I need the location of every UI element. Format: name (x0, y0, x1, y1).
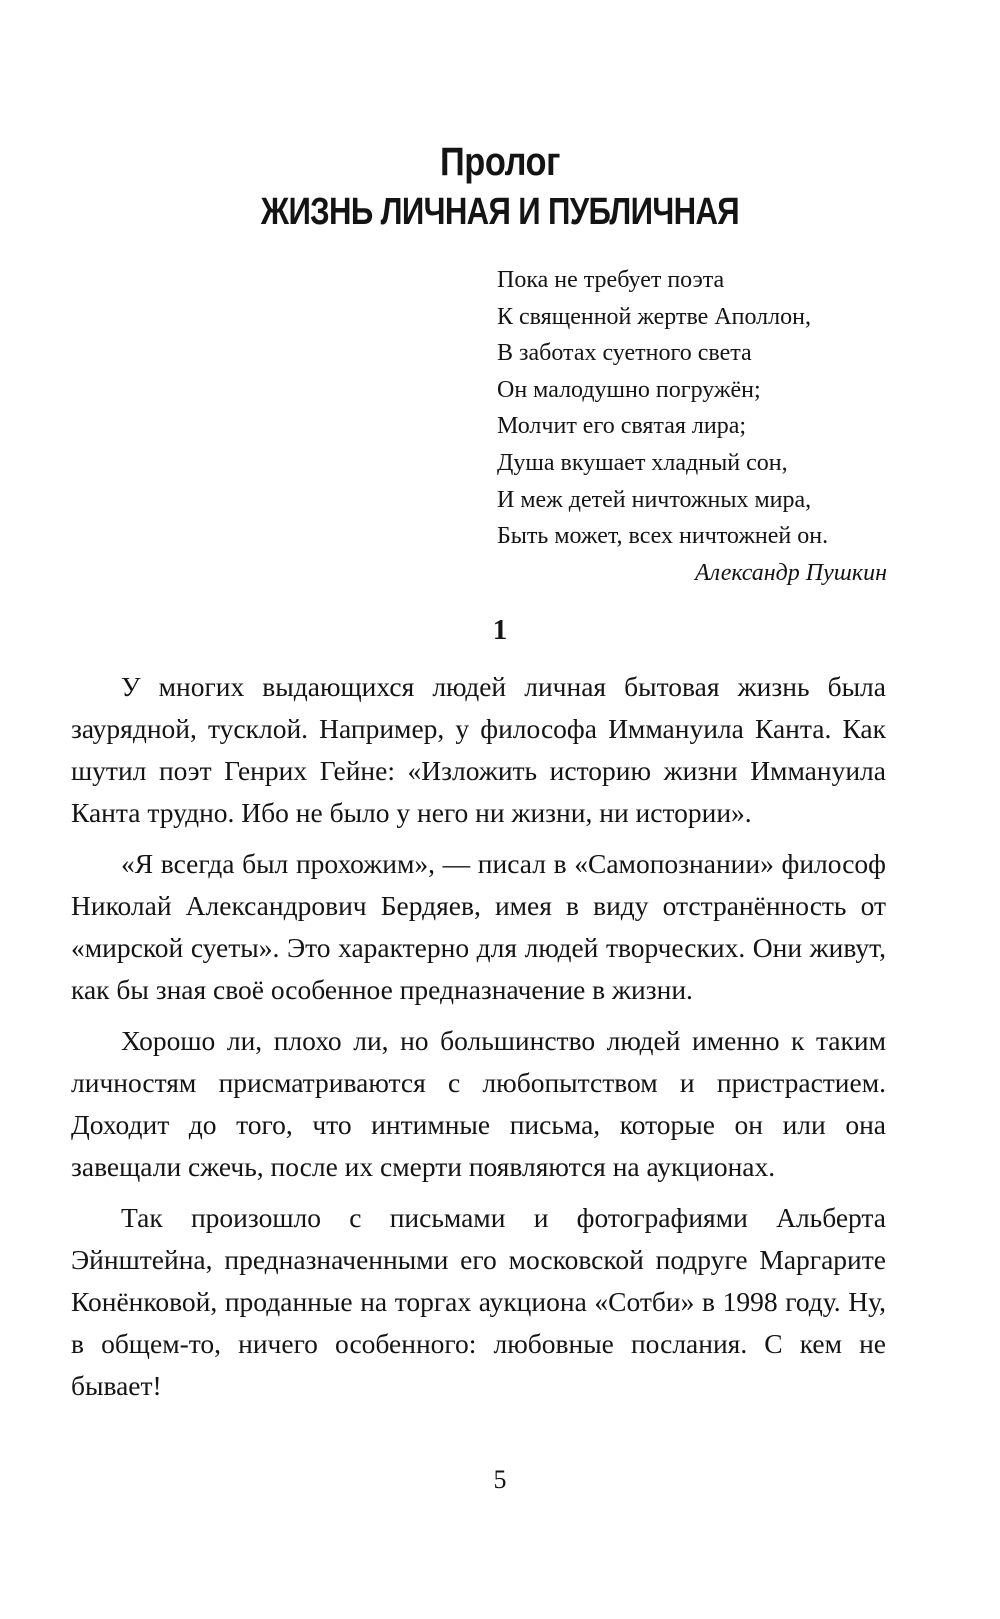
epigraph-line: Быть может, всех ничтожней он. (497, 523, 829, 550)
body-text (71, 666, 886, 1416)
epigraph-line: Душа вкушает хладный сон, (497, 449, 788, 476)
epigraph-line: Он малодушно погружён; (497, 376, 761, 403)
paragraph: Хорошо ли, плохо ли, но большинство людей именно к таким личностям присматриваются с любопытством и пристрастием. Доходит до того, что интимные письма, которые он или она завещали сжечь, после их смерти появляются на аукционах. (71, 1025, 886, 1182)
prologue-label: Пролог (439, 140, 561, 184)
epigraph-author: Александр Пушкин (695, 559, 887, 586)
chapter-title: ЖИЗНЬ ЛИЧНАЯ И ПУБЛИЧНАЯ (260, 191, 740, 233)
epigraph-line: Молчит его святая лира; (497, 413, 747, 440)
paragraph: «Я всегда был прохожим», — писал в «Самопознании» философ Николай Александрович Бердяев, имея в виду отстранённость от «мирской суеты». Это характерно для людей творческих. Они живут, как бы зная своё особенное предназначение в жизни. (71, 848, 886, 1005)
paragraph: У многих выдающихся людей личная бытовая жизнь была заурядной, тусклой. Например, у философа Иммануила Канта. Как шутил поэт Генрих Гейне: «Изложить историю жизни Иммануила Канта трудно. Ибо не было у него ни жизни, ни истории». (71, 671, 886, 828)
epigraph-line: К священной жертве Аполлон, (497, 303, 811, 330)
epigraph-line: Пока не требует поэта (497, 267, 725, 293)
epigraph-line: В заботах суетного света (497, 340, 752, 367)
paragraph: Так произошло с письмами и фотографиями Альберта Эйнштейна, предназначенными его московской подруге Маргарите Конёнковой, проданные на торгах аукциона «Сотби» в 1998 году. Ну, в общем-то, ничего особенного: любовные послания. С кем не бывает! (71, 1202, 886, 1401)
section-number: 1 (492, 614, 508, 646)
epigraph (497, 262, 897, 591)
page-number: 5 (493, 1465, 507, 1494)
epigraph-line: И меж детей ничтожных мира, (497, 486, 812, 513)
